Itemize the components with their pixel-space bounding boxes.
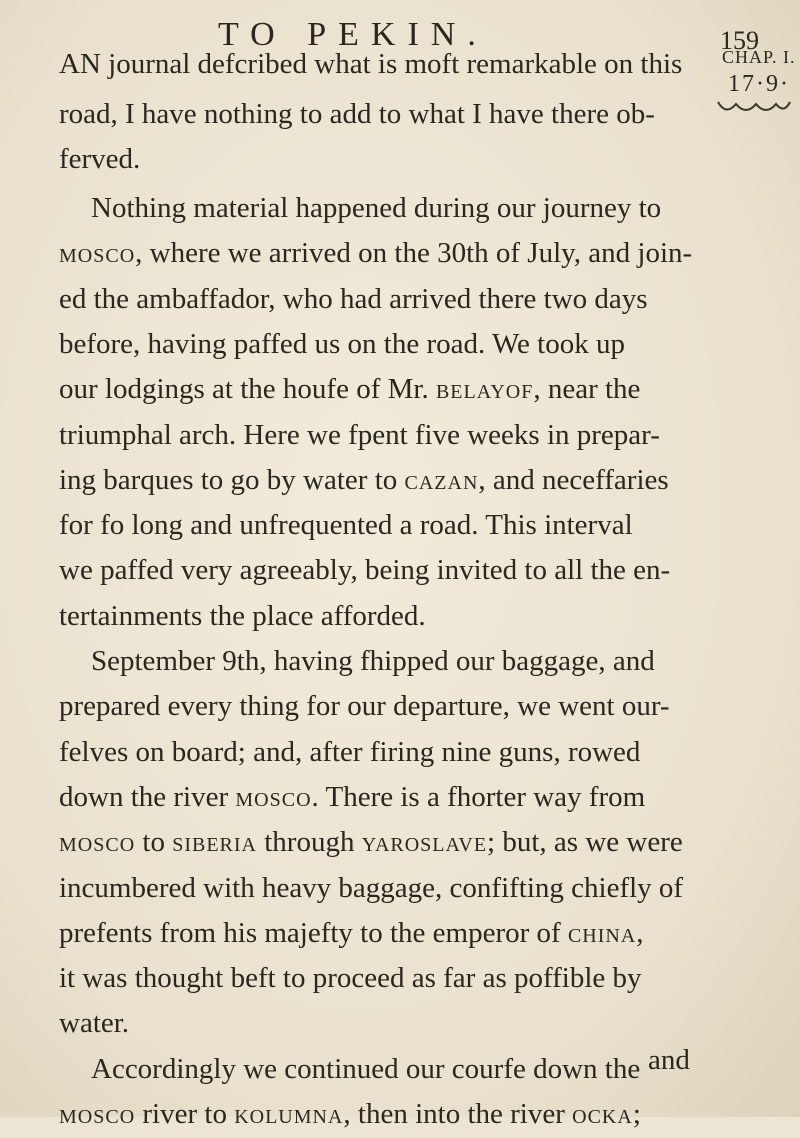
text-run: , and neceffaries — [478, 463, 669, 496]
text-run: ed the ambaffador, who had arrived there two days — [59, 282, 648, 315]
text-run: felves on board; and, after firing nine guns, rowed — [59, 735, 641, 768]
page-number: 159 — [720, 26, 759, 55]
text-line — [91, 641, 655, 682]
text-line — [59, 1094, 641, 1138]
text-line — [59, 44, 682, 85]
small-caps-word: MOSCO — [59, 1106, 136, 1128]
text-run: Accordingly we continued our courfe down the — [91, 1052, 641, 1085]
text-line — [59, 369, 640, 413]
catchword: and — [648, 1044, 690, 1076]
small-caps-word: CHINA — [567, 924, 637, 947]
text-run: AN journal defcribed what is moft remarkable on this — [59, 48, 683, 80]
text-line — [59, 94, 655, 135]
text-line — [59, 777, 645, 821]
text-run: , where we arrived on the 30th of July, and join- — [135, 237, 693, 270]
text-line — [59, 233, 692, 277]
margin-date-note: 17·9· — [728, 71, 790, 97]
text-line — [59, 460, 669, 504]
text-run: ; but, as we were — [487, 826, 683, 859]
small-caps-word: MOSCO — [59, 834, 136, 857]
text-run: before, having paffed us on the road. We took up — [59, 327, 625, 360]
text-line — [59, 958, 642, 999]
text-run: triumphal arch. Here we fpent five weeks in prepar- — [59, 418, 660, 451]
text-line — [59, 324, 625, 365]
text-line — [59, 550, 670, 591]
small-caps-word: CAZAN — [404, 471, 479, 494]
text-run: through — [257, 826, 362, 859]
text-run: it was thought beft to proceed as far as poffible by — [59, 962, 642, 995]
text-run: we paffed very agreeably, being invited to all the en- — [59, 554, 671, 587]
text-run: incumbered with heavy baggage, confifting chiefly of — [59, 871, 684, 904]
text-line — [59, 732, 640, 773]
text-run: prefents from his majefty to the emperor of — [59, 916, 568, 949]
text-line — [59, 415, 660, 456]
text-run: September 9th, having fhipped our baggage, and — [91, 645, 655, 677]
text-run: for fo long and unfrequented a road. This interval — [59, 509, 633, 542]
text-line — [59, 596, 426, 637]
text-line — [59, 505, 633, 546]
small-caps-word: OCKA — [572, 1106, 633, 1128]
text-line — [59, 1003, 129, 1044]
text-run: ferved. — [59, 143, 141, 175]
small-caps-word: MOSCO — [59, 245, 136, 268]
text-line — [59, 822, 683, 866]
text-line — [59, 686, 670, 727]
text-run: river to — [135, 1098, 235, 1130]
text-run: tertainments the place afforded. — [59, 599, 426, 632]
text-run: to — [135, 826, 173, 859]
text-run: , near the — [533, 373, 641, 406]
text-run: our lodgings at the houfe of Mr. — [59, 373, 436, 406]
text-run: , then into the river — [343, 1098, 573, 1130]
small-caps-word: SIBERIA — [172, 834, 257, 857]
margin-chapter-note: CHAP. I. — [722, 47, 796, 67]
small-caps-word: MOSCO — [235, 788, 312, 811]
small-caps-word: BELAYOF — [435, 381, 534, 404]
text-line — [91, 1049, 640, 1090]
text-run: ; — [632, 1098, 641, 1130]
text-run: water. — [59, 1007, 130, 1040]
text-run: prepared every thing for our departure, we went our- — [59, 690, 670, 723]
text-line — [59, 279, 648, 320]
text-line — [59, 139, 140, 180]
text-line — [91, 188, 661, 229]
small-caps-word: KOLUMNA — [234, 1106, 344, 1128]
text-line — [59, 868, 683, 909]
text-run: Nothing material happened during our journey to — [91, 192, 662, 224]
text-run: , — [636, 916, 644, 949]
text-run: . There is a fhorter way from — [311, 780, 646, 813]
running-head: TO PEKIN. — [218, 16, 488, 53]
text-run: down the river — [59, 780, 236, 813]
text-run: road, I have nothing to add to what I have there ob- — [59, 98, 655, 130]
text-line — [59, 913, 644, 957]
date-flourish-ornament — [714, 96, 794, 118]
text-run: ing barques to go by water to — [59, 463, 405, 496]
small-caps-word: YAROSLAVE — [361, 834, 488, 857]
